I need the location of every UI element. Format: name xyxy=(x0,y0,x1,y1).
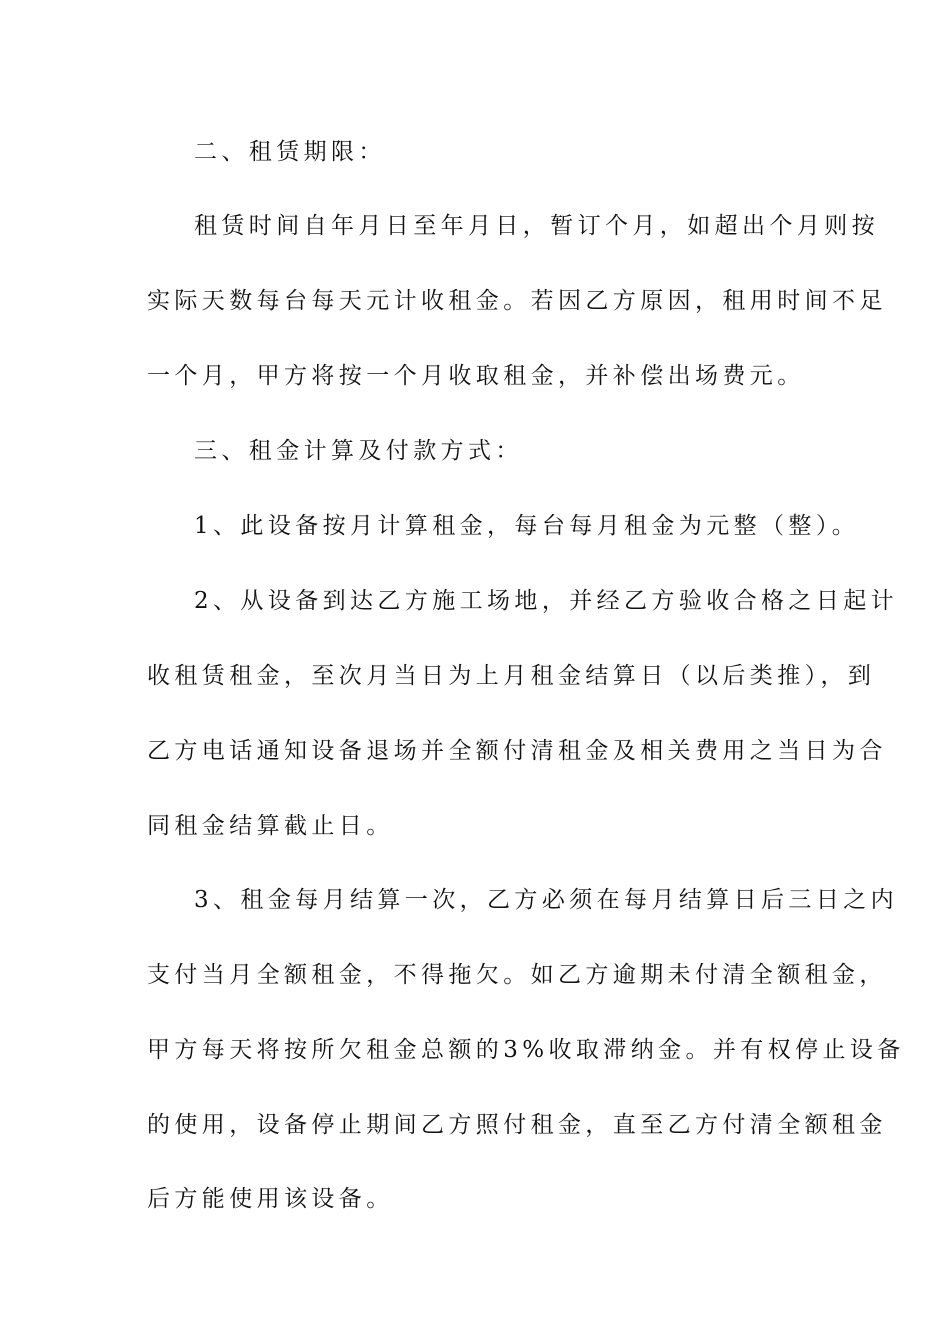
paragraph-line: 同租金结算截止日。 xyxy=(147,813,394,839)
paragraph-line: 后方能使用该设备。 xyxy=(147,1186,394,1212)
paragraph-line: 实际天数每台每天元计收租金。若因乙方原因，租用时间不足 xyxy=(147,288,887,314)
paragraph-line: 乙方电话通知设备退场并全额付清租金及相关费用之当日为合 xyxy=(147,738,887,764)
paragraph-line: 收租赁租金，至次月当日为上月租金结算日（以后类推），到 xyxy=(147,663,876,689)
paragraph-line: 租赁时间自年月日至年月日，暂订个月，如超出个月则按 xyxy=(194,213,879,239)
paragraph-line: 2、从设备到达乙方施工场地，并经乙方验收合格之日起计 xyxy=(194,588,899,614)
section-heading-rent-payment: 三、租金计算及付款方式： xyxy=(194,438,523,464)
paragraph-line: 1、此设备按月计算租金，每台每月租金为元整（整）。 xyxy=(194,513,860,539)
paragraph-line: 3、租金每月结算一次，乙方必须在每月结算日后三日之内 xyxy=(194,887,899,913)
section-heading-lease-term: 二、租赁期限： xyxy=(194,139,386,165)
paragraph-line: 支付当月全额租金，不得拖欠。如乙方逾期未付清全额租金， xyxy=(147,962,887,988)
paragraph-line: 的使用，设备停止期间乙方照付租金，直至乙方付清全额租金 xyxy=(147,1112,887,1138)
paragraph-line: 一个月，甲方将按一个月收取租金，并补偿出场费元。 xyxy=(147,363,805,389)
paragraph-line: 甲方每天将按所欠租金总额的3%收取滞纳金。并有权停止设备 xyxy=(147,1037,905,1063)
